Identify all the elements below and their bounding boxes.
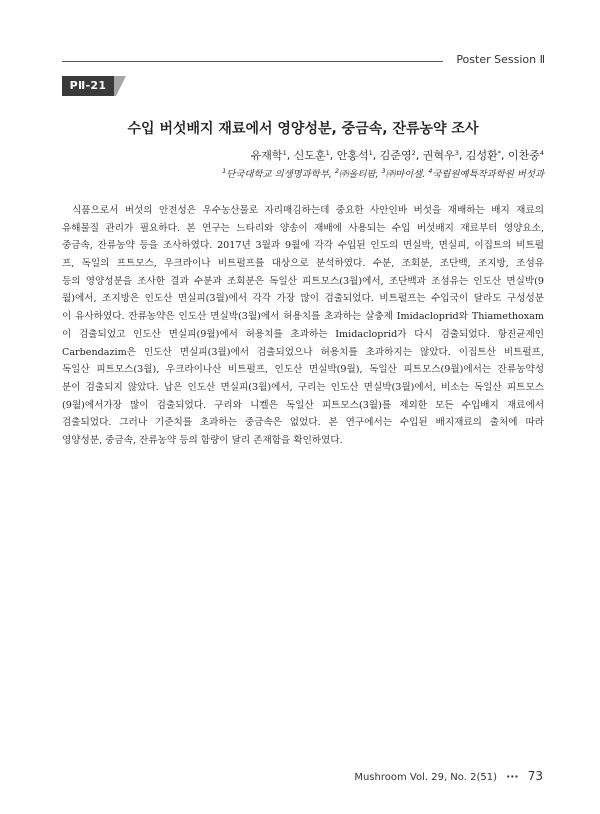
author-affiliation-mark: 4 <box>539 149 544 157</box>
abstract-line: 분이 검출되지 않았다. 납은 인도산 면실피(3월)에서, 구리는 인도산 면실박(3월)에서, 비소는 독일산 피트모스 <box>62 381 544 393</box>
session-tag <box>62 76 114 96</box>
author-affiliation-mark: 2 <box>411 149 416 157</box>
affiliation-mark: 2 <box>334 167 340 175</box>
author-affiliation-mark: * <box>497 149 501 157</box>
author-name: 권혁우 <box>422 149 455 162</box>
abstract-line: 등의 영양성분을 조사한 결과 수분과 조회분은 독일산 피트모스(3월)에서, 조단백과 조섬유는 인도산 면실박(9 <box>62 275 544 287</box>
abstract-line: 이 유사하였다. 잔류농약은 인도산 면실박(3월)에서 허용치를 초과하는 살충제 Imidacloprid와 Thiamethoxam <box>62 311 544 323</box>
footer-separator: ··· <box>506 770 519 783</box>
session-tag-slash <box>114 76 126 96</box>
abstract-body <box>62 202 544 450</box>
journal-citation: Mushroom Vol. 29, No. 2(51) <box>354 772 497 783</box>
abstract-line: (9월)에서가장 많이 검출되었다. 구리와 니켈은 독일산 피트모스(3월)를 제외한 모든 수입배지 재료에서 <box>62 399 544 411</box>
abstract-line: 중금속, 잔류농약 등을 조사하였다. 2017년 3월과 9월에 각각 수입된 인도의 면실박, 면실피, 이집트의 비트펄 <box>62 240 544 252</box>
paper-title: 수입 버섯배지 재료에서 영양성분, 중금속, 잔류농약 조사 <box>127 121 479 137</box>
author-affiliation-mark: 1 <box>368 149 373 157</box>
abstract-line: 영양성분, 중금속, 잔류농약 등의 함량이 달리 존재함을 확인하였다. <box>62 434 343 446</box>
page-footer <box>300 765 543 784</box>
affiliation-mark: 1 <box>222 167 227 175</box>
section-label: Poster Session Ⅱ <box>456 53 545 66</box>
abstract-line: Carbendazim은 인도산 면실피(3월)에서 검출되었으나 허용치를 초과하지는 않았다. 이집트산 비트펄프, <box>62 346 544 358</box>
abstract-line: 식품으로서 버섯의 안전성은 우수농산물로 자리매김하는데 중요한 사안인바 버섯을 재배하는 배지 재료의 <box>72 205 544 216</box>
abstract-line: 월)에서, 조지방은 인도산 면실피(3월)에서 각각 가장 많이 검출되었다. 비트펄프는 수입국이 달라도 구성성분 <box>62 293 544 305</box>
abstract-line: 프, 독일의 프트모스, 우크라이나 비트펄프를 대상으로 분석하였다. 수분, 조회분, 조단백, 조지방, 조섬유 <box>62 258 544 270</box>
affiliation-mark: 3 <box>381 167 386 175</box>
author-name: 유재학 <box>250 149 283 162</box>
author-list: 유재학$^1$, 신도훈$^1$, 안홍석$^1$, 김준영$^2$, 권혁우$^3$, 김성환*, 이찬중$^4$ <box>250 149 544 162</box>
affiliation-text: 단국대학교 의생명과학부 <box>226 169 329 180</box>
author-name: 안홍석 <box>336 149 369 162</box>
session-tag-label: PⅡ-21 <box>69 79 107 92</box>
affiliation-list: $^1$단국대학교 의생명과학부, $^2$㈜올티팜, $^3$㈜마이셀. $^4$국립원예특작과학원 버섯과 <box>222 167 544 180</box>
affiliation-text: 국립원예특작과학원 버섯과 <box>432 169 544 180</box>
author-affiliation-mark: 3 <box>454 149 459 157</box>
abstract-line: 유해물질 관리가 필요하다. 본 연구는 느타리와 양송이 재배에 사용되는 수입 버섯배지 재료부터 영양요소, <box>62 222 544 234</box>
author-name: 신도훈 <box>293 149 326 162</box>
author-name: 김성환 <box>465 149 498 162</box>
author-name: 김준영 <box>379 149 412 162</box>
affiliation-text: ㈜마이셀 <box>385 169 423 180</box>
affiliation-text: ㈜올티팜 <box>339 169 376 180</box>
affiliation-mark: 4 <box>428 167 433 175</box>
author-affiliation-mark: 1 <box>325 149 330 157</box>
page-number: 73 <box>527 769 543 783</box>
author-name: 이찬중 <box>507 149 540 162</box>
abstract-line: 이 검출되었고 인도산 면실피(9월)에서 허용치를 초과하는 Imidacloprid가 다시 검출되었다. 항진균제인 <box>62 328 544 340</box>
author-affiliation-mark: 1 <box>282 149 287 157</box>
abstract-line: 검출되었다. 그러나 기준치를 초과하는 중금속은 없었다. 본 연구에서는 수입된 배지재료의 출처에 따라 <box>62 417 544 429</box>
header-rule <box>62 61 443 62</box>
abstract-line: 독일산 피트모스(3월), 우크라이나산 비트펄프, 인도산 면실박(9월), 독일산 피트모스(9월)에서는 잔류농약성 <box>62 364 544 376</box>
